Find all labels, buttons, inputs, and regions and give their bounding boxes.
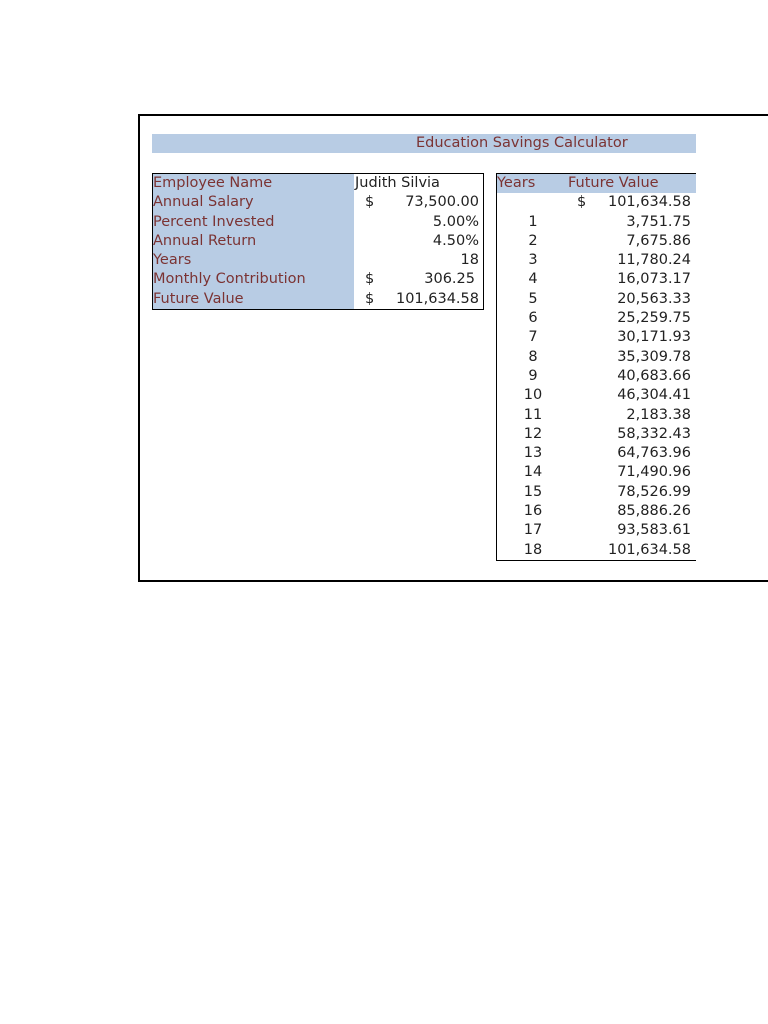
table-row	[497, 541, 696, 560]
row-years	[153, 251, 483, 270]
future-value-cell[interactable]: 93,583.61	[617, 522, 691, 539]
future-value-cell[interactable]: 3,751.75	[626, 213, 691, 230]
future-value-cell[interactable]: 16,073.17	[617, 271, 691, 288]
future-value-table	[496, 173, 696, 561]
year-cell[interactable]: 8	[528, 348, 538, 365]
year-cell[interactable]: 17	[523, 522, 543, 539]
future-value-cell[interactable]: 11,780.24	[617, 252, 691, 269]
year-cell[interactable]: 15	[523, 483, 543, 500]
row-percent-invested	[153, 213, 483, 232]
future-value-cell[interactable]: 7,675.86	[626, 232, 691, 249]
future-value-label: Future Value	[153, 290, 354, 309]
future-value-cell[interactable]: 2,183.38	[626, 406, 691, 423]
year-cell[interactable]: 13	[523, 445, 543, 462]
year-cell[interactable]: 9	[528, 367, 538, 384]
title-band	[152, 134, 696, 153]
row-employee-name	[153, 174, 483, 193]
table-row	[497, 444, 696, 463]
year-cell[interactable]: 6	[528, 310, 538, 327]
year-cell[interactable]: 1	[528, 213, 538, 230]
row-annual-salary	[153, 193, 483, 212]
monthly-contribution-value[interactable]: 306.25	[424, 271, 475, 288]
table-row	[497, 367, 696, 386]
future-value-value[interactable]: 101,634.58	[395, 290, 479, 307]
future-value-cell[interactable]: 85,886.26	[617, 503, 691, 520]
future-value-header: Future Value	[568, 175, 659, 191]
year-cell[interactable]: 2	[528, 232, 538, 249]
annual-salary-currency: $	[365, 194, 375, 211]
year-cell[interactable]: 10	[523, 387, 543, 404]
year-cell[interactable]: 7	[528, 329, 538, 346]
table-row	[497, 290, 696, 309]
future-value-cell[interactable]: 40,683.66	[617, 367, 691, 384]
table-row	[497, 521, 696, 540]
print-page	[138, 114, 768, 582]
future-value-cell[interactable]: 46,304.41	[617, 387, 691, 404]
year-cell[interactable]: 5	[528, 290, 538, 307]
table-row	[497, 425, 696, 444]
percent-invested-label: Percent Invested	[153, 213, 354, 232]
table-row	[497, 502, 696, 521]
year-cell[interactable]: 18	[523, 541, 543, 558]
total-currency: $	[577, 194, 587, 211]
future-value-cell[interactable]: 78,526.99	[617, 483, 691, 500]
table-row	[497, 232, 696, 251]
year-cell[interactable]: 16	[523, 503, 543, 520]
table-row	[497, 463, 696, 482]
schedule-rows	[497, 213, 696, 560]
future-value-cell[interactable]: 35,309.78	[617, 348, 691, 365]
input-table	[152, 173, 484, 310]
years-label: Years	[153, 251, 354, 270]
employee-name-label: Employee Name	[153, 174, 354, 193]
annual-return-value[interactable]: 4.50%	[432, 232, 479, 249]
page-content	[140, 116, 696, 580]
year-cell[interactable]: 4	[528, 271, 538, 288]
row-future-value	[153, 290, 483, 309]
total-value[interactable]: 101,634.58	[607, 194, 691, 211]
annual-return-label: Annual Return	[153, 232, 354, 251]
year-cell[interactable]: 11	[523, 406, 543, 423]
years-header: Years	[497, 175, 536, 191]
future-value-cell[interactable]: 20,563.33	[617, 290, 691, 307]
table-header	[497, 174, 696, 193]
annual-salary-label: Annual Salary	[153, 193, 354, 212]
table-row	[497, 406, 696, 425]
table-row	[497, 328, 696, 347]
table-row	[497, 483, 696, 502]
total-row	[497, 193, 696, 212]
future-value-cell[interactable]: 71,490.96	[617, 464, 691, 481]
annual-salary-value[interactable]: 73,500.00	[405, 194, 479, 211]
future-value-cell[interactable]: 30,171.93	[617, 329, 691, 346]
year-cell[interactable]: 3	[528, 252, 538, 269]
table-row	[497, 270, 696, 289]
row-monthly-contribution	[153, 270, 483, 289]
years-value[interactable]: 18	[460, 252, 479, 269]
future-value-cell[interactable]: 64,763.96	[617, 445, 691, 462]
table-row	[497, 251, 696, 270]
row-annual-return	[153, 232, 483, 251]
page-title: Education Savings Calculator	[416, 135, 628, 151]
percent-invested-value[interactable]: 5.00%	[432, 213, 479, 230]
future-value-cell[interactable]: 101,634.58	[607, 541, 691, 558]
year-cell[interactable]: 14	[523, 464, 543, 481]
table-row	[497, 309, 696, 328]
year-cell[interactable]: 12	[523, 425, 543, 442]
table-row	[497, 348, 696, 367]
table-row	[497, 213, 696, 232]
monthly-contribution-label: Monthly Contribution	[153, 270, 354, 289]
monthly-contribution-currency: $	[365, 271, 375, 288]
table-row	[497, 386, 696, 405]
future-value-cell[interactable]: 25,259.75	[617, 310, 691, 327]
future-value-cell[interactable]: 58,332.43	[617, 425, 691, 442]
future-value-currency: $	[365, 290, 375, 307]
employee-name-value[interactable]: Judith Silvia	[355, 175, 440, 191]
